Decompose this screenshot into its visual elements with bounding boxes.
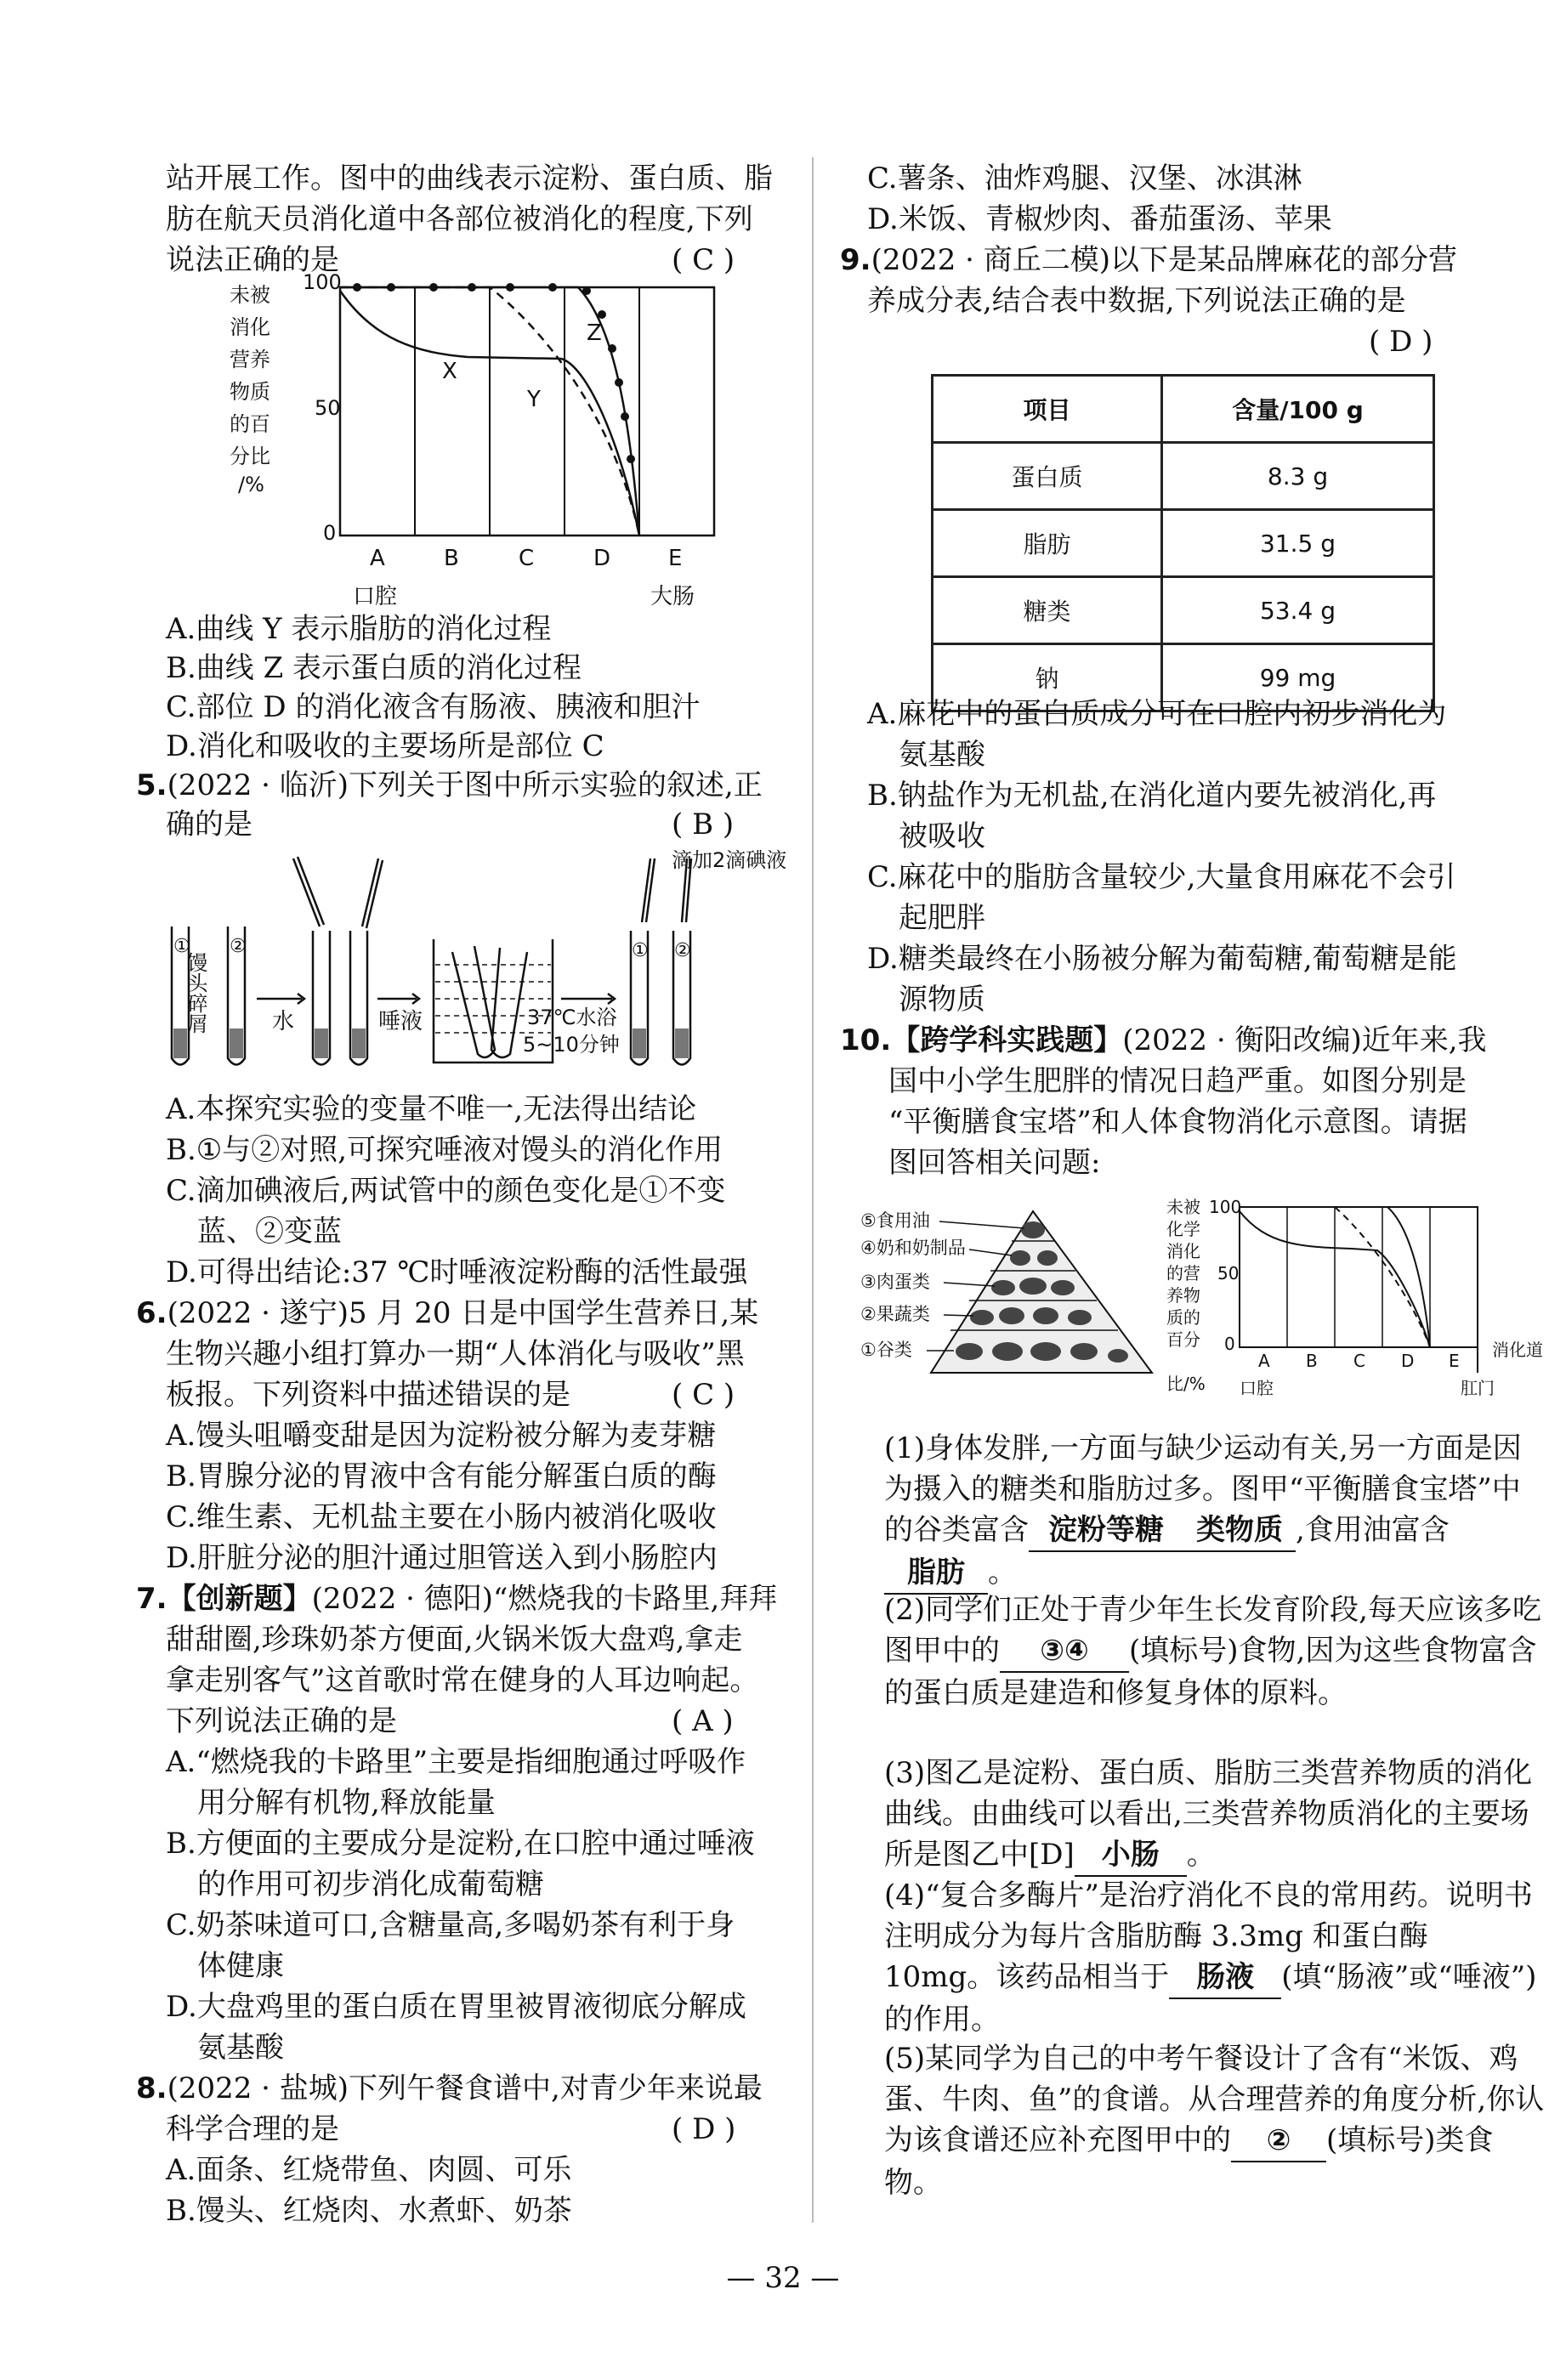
option: C.部位 D 的消化液含有肠液、胰液和胆汁: [166, 690, 701, 724]
option: A.麻花中的蛋白质成分可在口腔内初步消化为: [867, 697, 1447, 731]
q8-line: (2022 · 盐城)下列午餐食谱中,对青少年来说最: [167, 2071, 763, 2105]
q4-line: 肪在航天员消化道中各部位被消化的程度,下列: [166, 202, 753, 236]
q10-sub4: [884, 1875, 1547, 2040]
q4-line: 说法正确的是: [166, 243, 339, 277]
option: B.钠盐作为无机盐,在消化道内要先被消化,再: [867, 779, 1437, 813]
q9-line: (2022 · 商丘二模)以下是某品牌麻花的部分营: [871, 243, 1458, 277]
x-sub-label: 消化道: [1492, 1340, 1543, 1360]
option: A.馒头咀嚼变甜是因为淀粉被分解为麦芽糖: [166, 1419, 717, 1453]
option: C.维生素、无机盐主要在小肠内被消化吸收: [166, 1500, 717, 1534]
q6-number: 6.: [136, 1296, 167, 1330]
option: 蓝、②变蓝: [197, 1215, 342, 1249]
q7-tag: 【创新题】: [167, 1582, 312, 1616]
ylabel: 营养: [230, 348, 270, 371]
q10-sub1: [884, 1428, 1547, 1595]
iodine-label: 滴加2滴碘液: [672, 848, 787, 872]
option: 被吸收: [899, 819, 985, 853]
q10-number: 10.: [840, 1023, 892, 1057]
q7-number: 7.: [136, 1582, 167, 1616]
option: C.薯条、油炸鸡腿、汉堡、冰淇淋: [867, 162, 1302, 196]
option: B.方便面的主要成分是淀粉,在口腔中通过唾液: [166, 1827, 755, 1861]
table-row: [933, 443, 1434, 510]
q8-answer: ( D ): [672, 2112, 736, 2146]
q6-line: 板报。下列资料中描述错误的是: [166, 1378, 570, 1412]
table-cell: 蛋白质: [933, 443, 1162, 510]
q10-sub5: [884, 2038, 1547, 2203]
nutrition-table: [931, 374, 1435, 712]
q7-line: 下列说法正确的是: [166, 1704, 397, 1738]
category-label: A: [1258, 1351, 1270, 1371]
table-header: 含量/100 g: [1162, 376, 1434, 443]
x-sub-label: 口腔: [1240, 1378, 1274, 1398]
table-cell: 8.3 g: [1162, 443, 1434, 510]
answer-blank: 类物质: [1183, 1510, 1296, 1552]
answer-blank: ②: [1231, 2120, 1326, 2162]
table-header-row: [933, 376, 1434, 443]
q9-number: 9.: [840, 243, 871, 277]
column-divider: [812, 157, 814, 2223]
category-label: C: [1353, 1351, 1365, 1371]
x-sub-label: 肛门: [1461, 1378, 1495, 1398]
category-label: E: [1449, 1351, 1460, 1371]
q5-number: 5.: [136, 768, 167, 802]
ylabel: 质的: [1166, 1307, 1200, 1328]
table-cell: 脂肪: [933, 510, 1162, 577]
category-label: E: [668, 546, 683, 571]
table-header: 项目: [933, 376, 1162, 443]
option: 用分解有机物,释放能量: [197, 1786, 496, 1820]
pyramid-label: ④奶和奶制品: [860, 1238, 966, 1258]
q10-sub3: [884, 1753, 1547, 1877]
option: 氨基酸: [899, 738, 985, 772]
option: B.馒头、红烧肉、水煮虾、奶茶: [166, 2194, 572, 2228]
saliva-label: 唾液: [378, 1009, 423, 1034]
table-cell: 53.4 g: [1162, 577, 1434, 644]
option: 体健康: [197, 1949, 284, 1983]
table-row: [933, 577, 1434, 644]
category-label: A: [370, 546, 385, 571]
water-label: 水: [272, 1009, 295, 1034]
ylabel: 消化: [1166, 1241, 1200, 1261]
sub-text: (2)同学们正处于青少年生长发育阶段,每天应该多吃图甲中的: [884, 1593, 1541, 1668]
tick-label: 50: [315, 396, 341, 420]
answer-blank: 肠液: [1169, 1957, 1281, 1999]
tube-1-label: ①: [632, 940, 649, 961]
sub-text: 。: [988, 1556, 1017, 1590]
category-label: B: [1306, 1351, 1318, 1371]
q8-line: 科学合理的是: [166, 2112, 339, 2146]
series-label: Y: [527, 387, 541, 412]
option: D.消化和吸收的主要场所是部位 C: [166, 729, 604, 763]
ylabel: 比/%: [1166, 1374, 1206, 1394]
q5-line: 确的是: [166, 808, 252, 842]
option: 氨基酸: [197, 2031, 284, 2065]
series-label: Z: [587, 320, 602, 346]
option: A.曲线 Y 表示脂肪的消化过程: [166, 612, 552, 646]
option: B.①与②对照,可探究唾液对馒头的消化作用: [166, 1133, 723, 1167]
option: D.可得出结论:37 ℃时唾液淀粉酶的活性最强: [166, 1255, 748, 1289]
ylabel: 养物: [1166, 1285, 1200, 1306]
category-label: B: [444, 546, 459, 571]
q9-answer: ( D ): [1369, 325, 1433, 359]
option: A.“燃烧我的卡路里”主要是指细胞通过呼吸作: [166, 1745, 746, 1779]
ylabel: 百分: [1166, 1329, 1200, 1350]
tube-2-label: ②: [230, 936, 247, 957]
q10-line: 国中小学生肥胖的情况日趋严重。如图分别是: [888, 1064, 1467, 1098]
category-label: D: [1401, 1351, 1415, 1371]
tick-label: 0: [323, 521, 337, 545]
q6-line: 生物兴趣小组打算办一期“人体消化与吸收”黑: [166, 1337, 745, 1371]
tick-label: 100: [1209, 1197, 1242, 1217]
q7-answer: ( A ): [672, 1704, 734, 1738]
q6-line: (2022 · 遂宁)5 月 20 日是中国学生营养日,某: [167, 1296, 759, 1330]
tube-1-label: ①: [173, 936, 190, 957]
option: D.肝脏分泌的胆汁通过胆管送入到小肠腔内: [166, 1541, 718, 1575]
sub-text: (填标号)食物,因为这些食物富含的蛋白质是建造和修复身体的原料。: [884, 1634, 1537, 1710]
bread-label: 馒头碎屑: [184, 952, 207, 1034]
sub-text: (4)“复合多酶片”是治疗消化不良的常用药。说明书注明成分为每片含脂肪酶 3.3mg 和蛋白酶 10mg。该药品相当于: [884, 1878, 1533, 1994]
option: D.大盘鸡里的蛋白质在胃里被胃液彻底分解成: [166, 1990, 746, 2024]
q10-line: 图回答相关问题:: [888, 1146, 1101, 1180]
sub-text: (填“肠液”或“唾液”)的作用。: [884, 1960, 1537, 2037]
category-label: D: [593, 546, 611, 571]
ylabel: 的营: [1166, 1263, 1200, 1284]
q9-line: 养成分表,结合表中数据,下列说法正确的是: [867, 284, 1406, 318]
option: D.米饭、青椒炒肉、番茄蛋汤、苹果: [867, 202, 1332, 236]
pyramid-label: ②果蔬类: [860, 1304, 930, 1324]
tick-label: 50: [1217, 1263, 1240, 1284]
ylabel: 物质: [230, 380, 270, 404]
q5-line: (2022 · 临沂)下列关于图中所示实验的叙述,正: [167, 768, 763, 802]
option: C.麻花中的脂肪含量较少,大量食用麻花不会引: [867, 860, 1456, 894]
q5-answer: ( B ): [672, 808, 735, 842]
q10-sub2: [884, 1590, 1547, 1714]
q4-digestion-chart: [213, 272, 757, 612]
food-pyramid-figure: [859, 1194, 1165, 1390]
ylabel: /%: [238, 473, 264, 496]
option: C.滴加碘液后,两试管中的颜色变化是①不变: [166, 1174, 726, 1208]
sub-text: 。: [1186, 1838, 1216, 1872]
table-cell: 钠: [933, 644, 1162, 711]
sub-label: 大肠: [650, 584, 695, 609]
series-label: X: [442, 359, 457, 384]
ylabel: 消化: [230, 315, 270, 339]
category-label: C: [519, 546, 535, 571]
table-cell: 99 mg: [1162, 644, 1434, 711]
pyramid-label: ⑤食用油: [860, 1210, 930, 1231]
table-cell: 糖类: [933, 577, 1162, 644]
sub-text: (1)身体发胖,一方面与缺少运动有关,另一方面是因为摄入的糖类和脂肪过多。图甲“平衡膳食宝塔”中的谷类富含: [884, 1431, 1522, 1547]
option: A.本探究实验的变量不唯一,无法得出结论: [166, 1092, 697, 1126]
q4-line: 站开展工作。图中的曲线表示淀粉、蛋白质、脂: [166, 162, 773, 196]
ylabel: 化学: [1166, 1219, 1200, 1239]
pyramid-label: ③肉蛋类: [860, 1272, 930, 1292]
ylabel: 分比: [230, 445, 270, 468]
sub-text: (填标号)类食物。: [884, 2123, 1494, 2200]
sub-text: (5)某同学为自己的中考午餐设计了含有“米饭、鸡蛋、牛肉、鱼”的食谱。从合理营养的角度分析,你认为该食谱还应补充图甲中的: [884, 2042, 1545, 2157]
q7-line: 拿走别客气”这首歌时常在健身的人耳边响起。: [166, 1663, 759, 1697]
q7-line: (2022 · 德阳)“燃烧我的卡路里,拜拜: [311, 1582, 778, 1616]
option: 起肥胖: [899, 901, 985, 935]
answer-blank: 小肠: [1075, 1834, 1187, 1877]
ylabel: 的百: [230, 412, 270, 436]
option: C.奶茶味道可口,含糖量高,多喝奶茶有利于身: [166, 1908, 735, 1942]
bath-label: 37℃水浴: [527, 1006, 617, 1029]
page-number: — 32 —: [726, 2261, 840, 2295]
time-label: 5~10分钟: [523, 1033, 620, 1057]
table-cell: 31.5 g: [1162, 510, 1434, 577]
option: 源物质: [899, 983, 985, 1017]
sub-text: ,食用油富含: [1296, 1513, 1450, 1547]
q10-line: “平衡膳食宝塔”和人体食物消化示意图。请据: [888, 1105, 1467, 1139]
tick-label: 0: [1224, 1334, 1235, 1354]
sub-label: 口腔: [353, 584, 398, 609]
answer-blank: 脂肪: [884, 1552, 988, 1595]
tube-2-label: ②: [674, 940, 691, 961]
sub-text: (3)图乙是淀粉、蛋白质、脂肪三类营养物质的消化曲线。由曲线可以看出,三类营养物质消化的主要场所是图乙中[D]: [884, 1756, 1533, 1872]
option: 的作用可初步消化成葡萄糖: [197, 1867, 544, 1901]
option: B.曲线 Z 表示蛋白质的消化过程: [166, 651, 582, 685]
ylabel: 未被: [230, 283, 270, 307]
pyramid-label: ①谷类: [860, 1340, 912, 1360]
tick-label: 100: [303, 272, 342, 294]
option: B.胃腺分泌的胃液中含有能分解蛋白质的酶: [166, 1459, 717, 1493]
q8-number: 8.: [136, 2071, 167, 2105]
ylabel: 未被: [1166, 1197, 1200, 1217]
q5-experiment-figure: [162, 846, 791, 1080]
answer-blank: 淀粉等糖: [1029, 1510, 1183, 1552]
option: D.糖类最终在小肠被分解为葡萄糖,葡萄糖是能: [867, 942, 1457, 976]
q7-line: 甜甜圈,珍珠奶茶方便面,火锅米饭大盘鸡,拿走: [166, 1623, 743, 1657]
q10-tag: 【跨学科实践题】: [891, 1023, 1123, 1057]
q10-line: (2022 · 衡阳改编)近年来,我: [1122, 1023, 1487, 1057]
option: A.面条、红烧带鱼、肉圆、可乐: [166, 2153, 572, 2187]
q6-answer: ( C ): [672, 1378, 735, 1412]
digestion-curve-figure: [1165, 1194, 1556, 1424]
answer-blank: ③④: [1000, 1630, 1129, 1673]
table-row: [933, 510, 1434, 577]
q4-answer: ( C ): [672, 243, 735, 277]
